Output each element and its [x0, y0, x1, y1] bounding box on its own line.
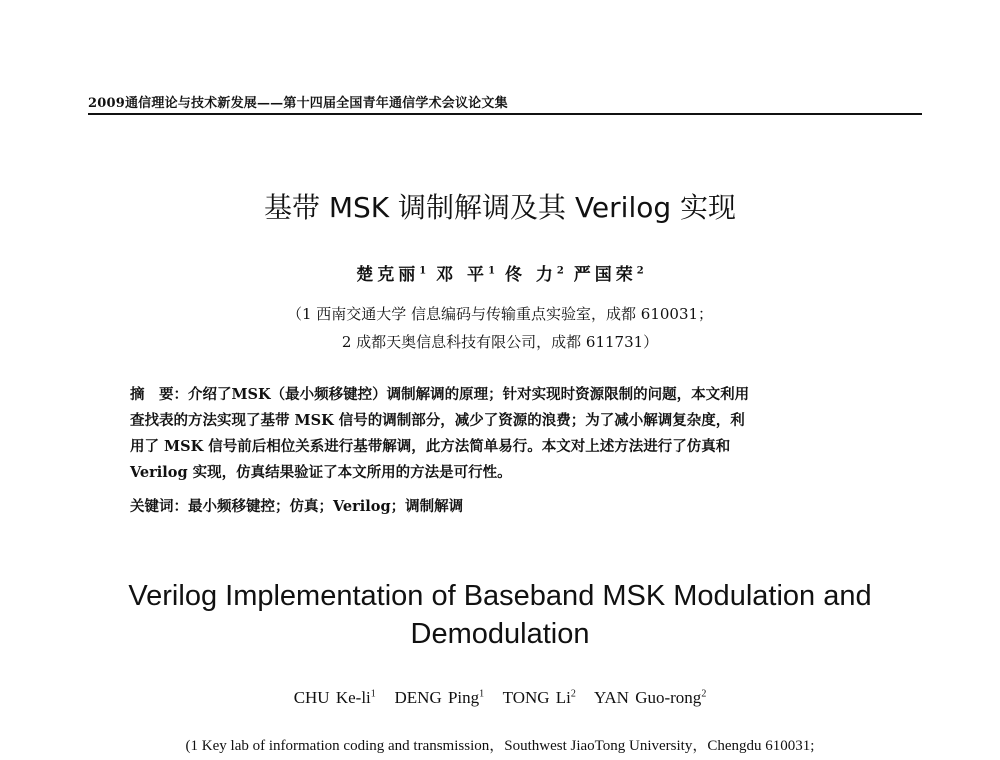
chinese-authors — [0, 260, 1000, 285]
running-header: 2009通信理论与技术新发展——第十四届全国青年通信学术会议论文集 — [88, 96, 508, 111]
author-name: CHU Ke-li — [293, 688, 371, 707]
chinese-affiliation-line2: 2 成都天奥信息科技有限公司，成都 611731） — [341, 333, 659, 351]
abstract-text: 介绍了MSK（最小频移键控）调制解调的原理；针对实现时资源限制的问题，本文利用 — [188, 386, 750, 403]
abstract-line2: 查找表的方法实现了基带 MSK 信号的调制部分，减少了资源的浪费；为了减小解调复杂度，利 — [130, 412, 745, 429]
author-affiliation-mark: 1 — [419, 265, 427, 277]
author-name: DENG Ping — [394, 688, 480, 707]
keywords — [130, 495, 890, 516]
author-affiliation-mark: 2 — [556, 265, 564, 277]
header-rule — [88, 113, 922, 115]
author-affiliation-mark: 2 — [636, 265, 644, 277]
author-affiliation-mark: 1 — [488, 265, 496, 277]
english-title-line2: Demodulation — [410, 618, 590, 650]
english-title-line1: Verilog Implementation of Baseband MSK Modulation and — [128, 580, 872, 612]
author-name: 邓 平 — [436, 265, 489, 285]
author-name: 楚克丽 — [356, 265, 420, 285]
author-affiliation-mark: 1 — [479, 688, 485, 700]
english-authors — [0, 688, 1000, 708]
chinese-title: 基带 MSK 调制解调及其 Verilog 实现 — [263, 191, 737, 224]
abstract-line1 — [130, 382, 890, 408]
english-title — [0, 577, 1000, 653]
author-affiliation-mark: 2 — [570, 688, 576, 700]
author-name: 严国荣 — [573, 265, 637, 285]
english-affiliation: (1 Key lab of information coding and transmission，Southwest JiaoTong University，Chengdu 610031; — [185, 738, 815, 754]
chinese-affiliation-line1: （1 西南交通大学 信息编码与传输重点实验室，成都 610031； — [286, 305, 714, 323]
abstract-line3: 用了 MSK 信号前后相位关系进行基带解调，此方法简单易行。本文对上述方法进行了仿真和 — [130, 438, 731, 455]
author-name: TONG Li — [502, 688, 571, 707]
author-name: YAN Guo-rong — [594, 688, 702, 707]
abstract-label: 摘 要： — [130, 386, 188, 403]
author-affiliation-mark: 2 — [701, 688, 707, 700]
abstract-line4: Verilog 实现，仿真结果验证了本文所用的方法是可行性。 — [130, 464, 512, 481]
author-name: 佟 力 — [504, 265, 557, 285]
author-affiliation-mark: 1 — [370, 688, 376, 700]
keywords-label: 关键词： — [130, 498, 188, 515]
keywords-text: 最小频移键控；仿真；Verilog；调制解调 — [188, 498, 464, 515]
